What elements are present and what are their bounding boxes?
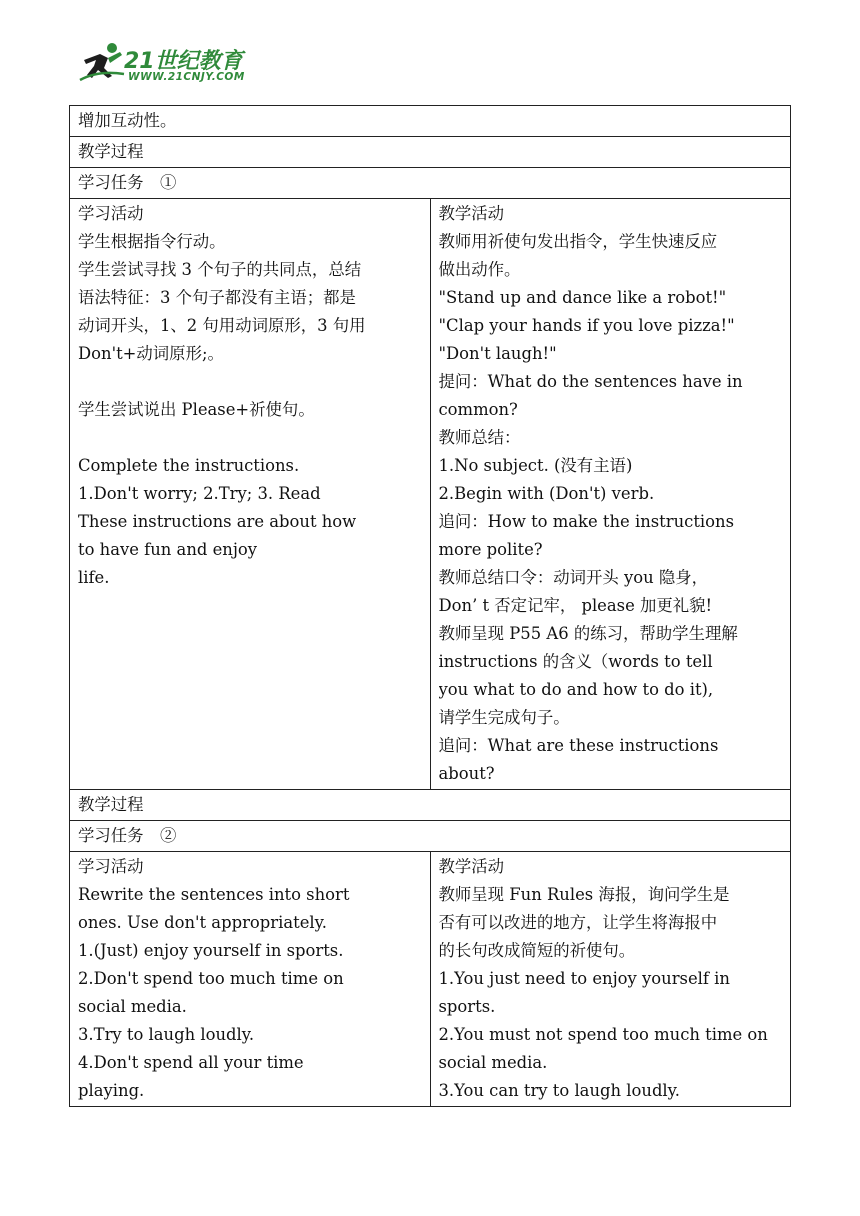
text-line: Complete the instructions. bbox=[78, 456, 300, 475]
text-line: sports. bbox=[438, 997, 496, 1016]
text-line: 动词开头，1、2 句用动词原形，3 句用 bbox=[78, 316, 366, 335]
task1-teacher-activity-cell bbox=[430, 199, 791, 790]
table-row bbox=[70, 199, 791, 790]
column-header: 教学活动 bbox=[438, 204, 505, 223]
table-row bbox=[70, 821, 791, 852]
logo-url-text: WWW.21CNJY.COM bbox=[128, 71, 245, 83]
text-line: ones. Use don't appropriately. bbox=[78, 913, 327, 932]
text-line: social media. bbox=[438, 1053, 548, 1072]
text-line: 否有可以改进的地方，让学生将海报中 bbox=[438, 913, 718, 932]
table-row bbox=[70, 137, 791, 168]
text-line: 2.Begin with (Don't) verb. bbox=[438, 484, 655, 503]
process-label: 教学过程 bbox=[78, 795, 144, 814]
text-line: social media. bbox=[78, 997, 187, 1016]
text-line: 做出动作。 bbox=[438, 260, 521, 279]
text-line: 学生根据指令行动。 bbox=[78, 232, 226, 251]
task2-student-activity-cell bbox=[70, 852, 431, 1107]
task-label: 学习任务 ② bbox=[78, 826, 177, 845]
text-line: 提问：What do the sentences have in bbox=[438, 372, 743, 391]
table-row bbox=[70, 790, 791, 821]
text-line: 1.You just need to enjoy yourself in bbox=[438, 969, 730, 988]
text-line: 教师总结： bbox=[438, 428, 521, 447]
text-line: 1.No subject. (没有主语) bbox=[438, 456, 633, 475]
intro-text: 增加互动性。 bbox=[78, 111, 177, 130]
site-logo bbox=[78, 40, 248, 88]
text-line: 教师总结口令：动词开头 you 隐身， bbox=[438, 568, 709, 587]
text-line: These instructions are about how bbox=[78, 512, 357, 531]
lesson-plan-table bbox=[69, 105, 791, 1107]
task-heading-1 bbox=[70, 168, 791, 199]
column-header: 教学活动 bbox=[438, 857, 505, 876]
text-line: about? bbox=[438, 764, 495, 783]
table-row bbox=[70, 106, 791, 137]
text-line: 教师用祈使句发出指令，学生快速反应 bbox=[438, 232, 718, 251]
text-line: 学生尝试寻找 3 个句子的共同点，总结 bbox=[78, 260, 362, 279]
text-line: instructions 的含义（words to tell bbox=[438, 652, 713, 671]
task-label: 学习任务 ① bbox=[78, 173, 177, 192]
text-line: "Stand up and dance like a robot!" bbox=[438, 288, 727, 307]
text-line: 的长句改成简短的祈使句。 bbox=[438, 941, 636, 960]
task1-student-activity-cell bbox=[70, 199, 431, 790]
text-line: "Clap your hands if you love pizza!" bbox=[438, 316, 735, 335]
text-line: Don't+动词原形;。 bbox=[78, 344, 224, 363]
blank-line bbox=[78, 368, 424, 396]
text-line: 3.Try to laugh loudly. bbox=[78, 1025, 255, 1044]
text-line: 4.Don't spend all your time bbox=[78, 1053, 304, 1072]
blank-line bbox=[78, 424, 424, 452]
text-line: 教师呈现 Fun Rules 海报，询问学生是 bbox=[438, 885, 730, 904]
column-header: 学习活动 bbox=[78, 857, 144, 876]
process-heading-2 bbox=[70, 790, 791, 821]
text-line: "Don't laugh!" bbox=[438, 344, 557, 363]
text-line: 2.You must not spend too much time on bbox=[438, 1025, 768, 1044]
text-line: 学生尝试说出 Please+祈使句。 bbox=[78, 400, 315, 419]
text-line: 语法特征：3 个句子都没有主语；都是 bbox=[78, 288, 356, 307]
task2-teacher-activity-cell bbox=[430, 852, 791, 1107]
process-heading-1 bbox=[70, 137, 791, 168]
text-line: common? bbox=[438, 400, 518, 419]
text-line: more polite? bbox=[438, 540, 543, 559]
text-line: life. bbox=[78, 568, 110, 587]
intro-cell bbox=[70, 106, 791, 137]
text-line: 教师呈现 P55 A6 的练习，帮助学生理解 bbox=[438, 624, 738, 643]
text-line: Don’ t 否定记牢， please 加更礼貌! bbox=[438, 596, 713, 615]
text-line: 3.You can try to laugh loudly. bbox=[438, 1081, 680, 1100]
text-line: 请学生完成句子。 bbox=[438, 708, 570, 727]
column-header: 学习活动 bbox=[78, 204, 144, 223]
text-line: playing. bbox=[78, 1081, 145, 1100]
text-line: 1.(Just) enjoy yourself in sports. bbox=[78, 941, 344, 960]
text-line: you what to do and how to do it), bbox=[438, 680, 714, 699]
text-line: to have fun and enjoy bbox=[78, 540, 258, 559]
process-label: 教学过程 bbox=[78, 142, 144, 161]
task-heading-2 bbox=[70, 821, 791, 852]
logo-brand-text: 21世纪教育 bbox=[124, 49, 243, 74]
table-row bbox=[70, 852, 791, 1107]
text-line: 1.Don't worry; 2.Try; 3. Read bbox=[78, 484, 321, 503]
text-line: 2.Don't spend too much time on bbox=[78, 969, 344, 988]
text-line: 追问：How to make the instructions bbox=[438, 512, 734, 531]
text-line: Rewrite the sentences into short bbox=[78, 885, 350, 904]
text-line: 追问：What are these instructions bbox=[438, 736, 719, 755]
table-row bbox=[70, 168, 791, 199]
runner-logo-icon bbox=[78, 40, 126, 82]
